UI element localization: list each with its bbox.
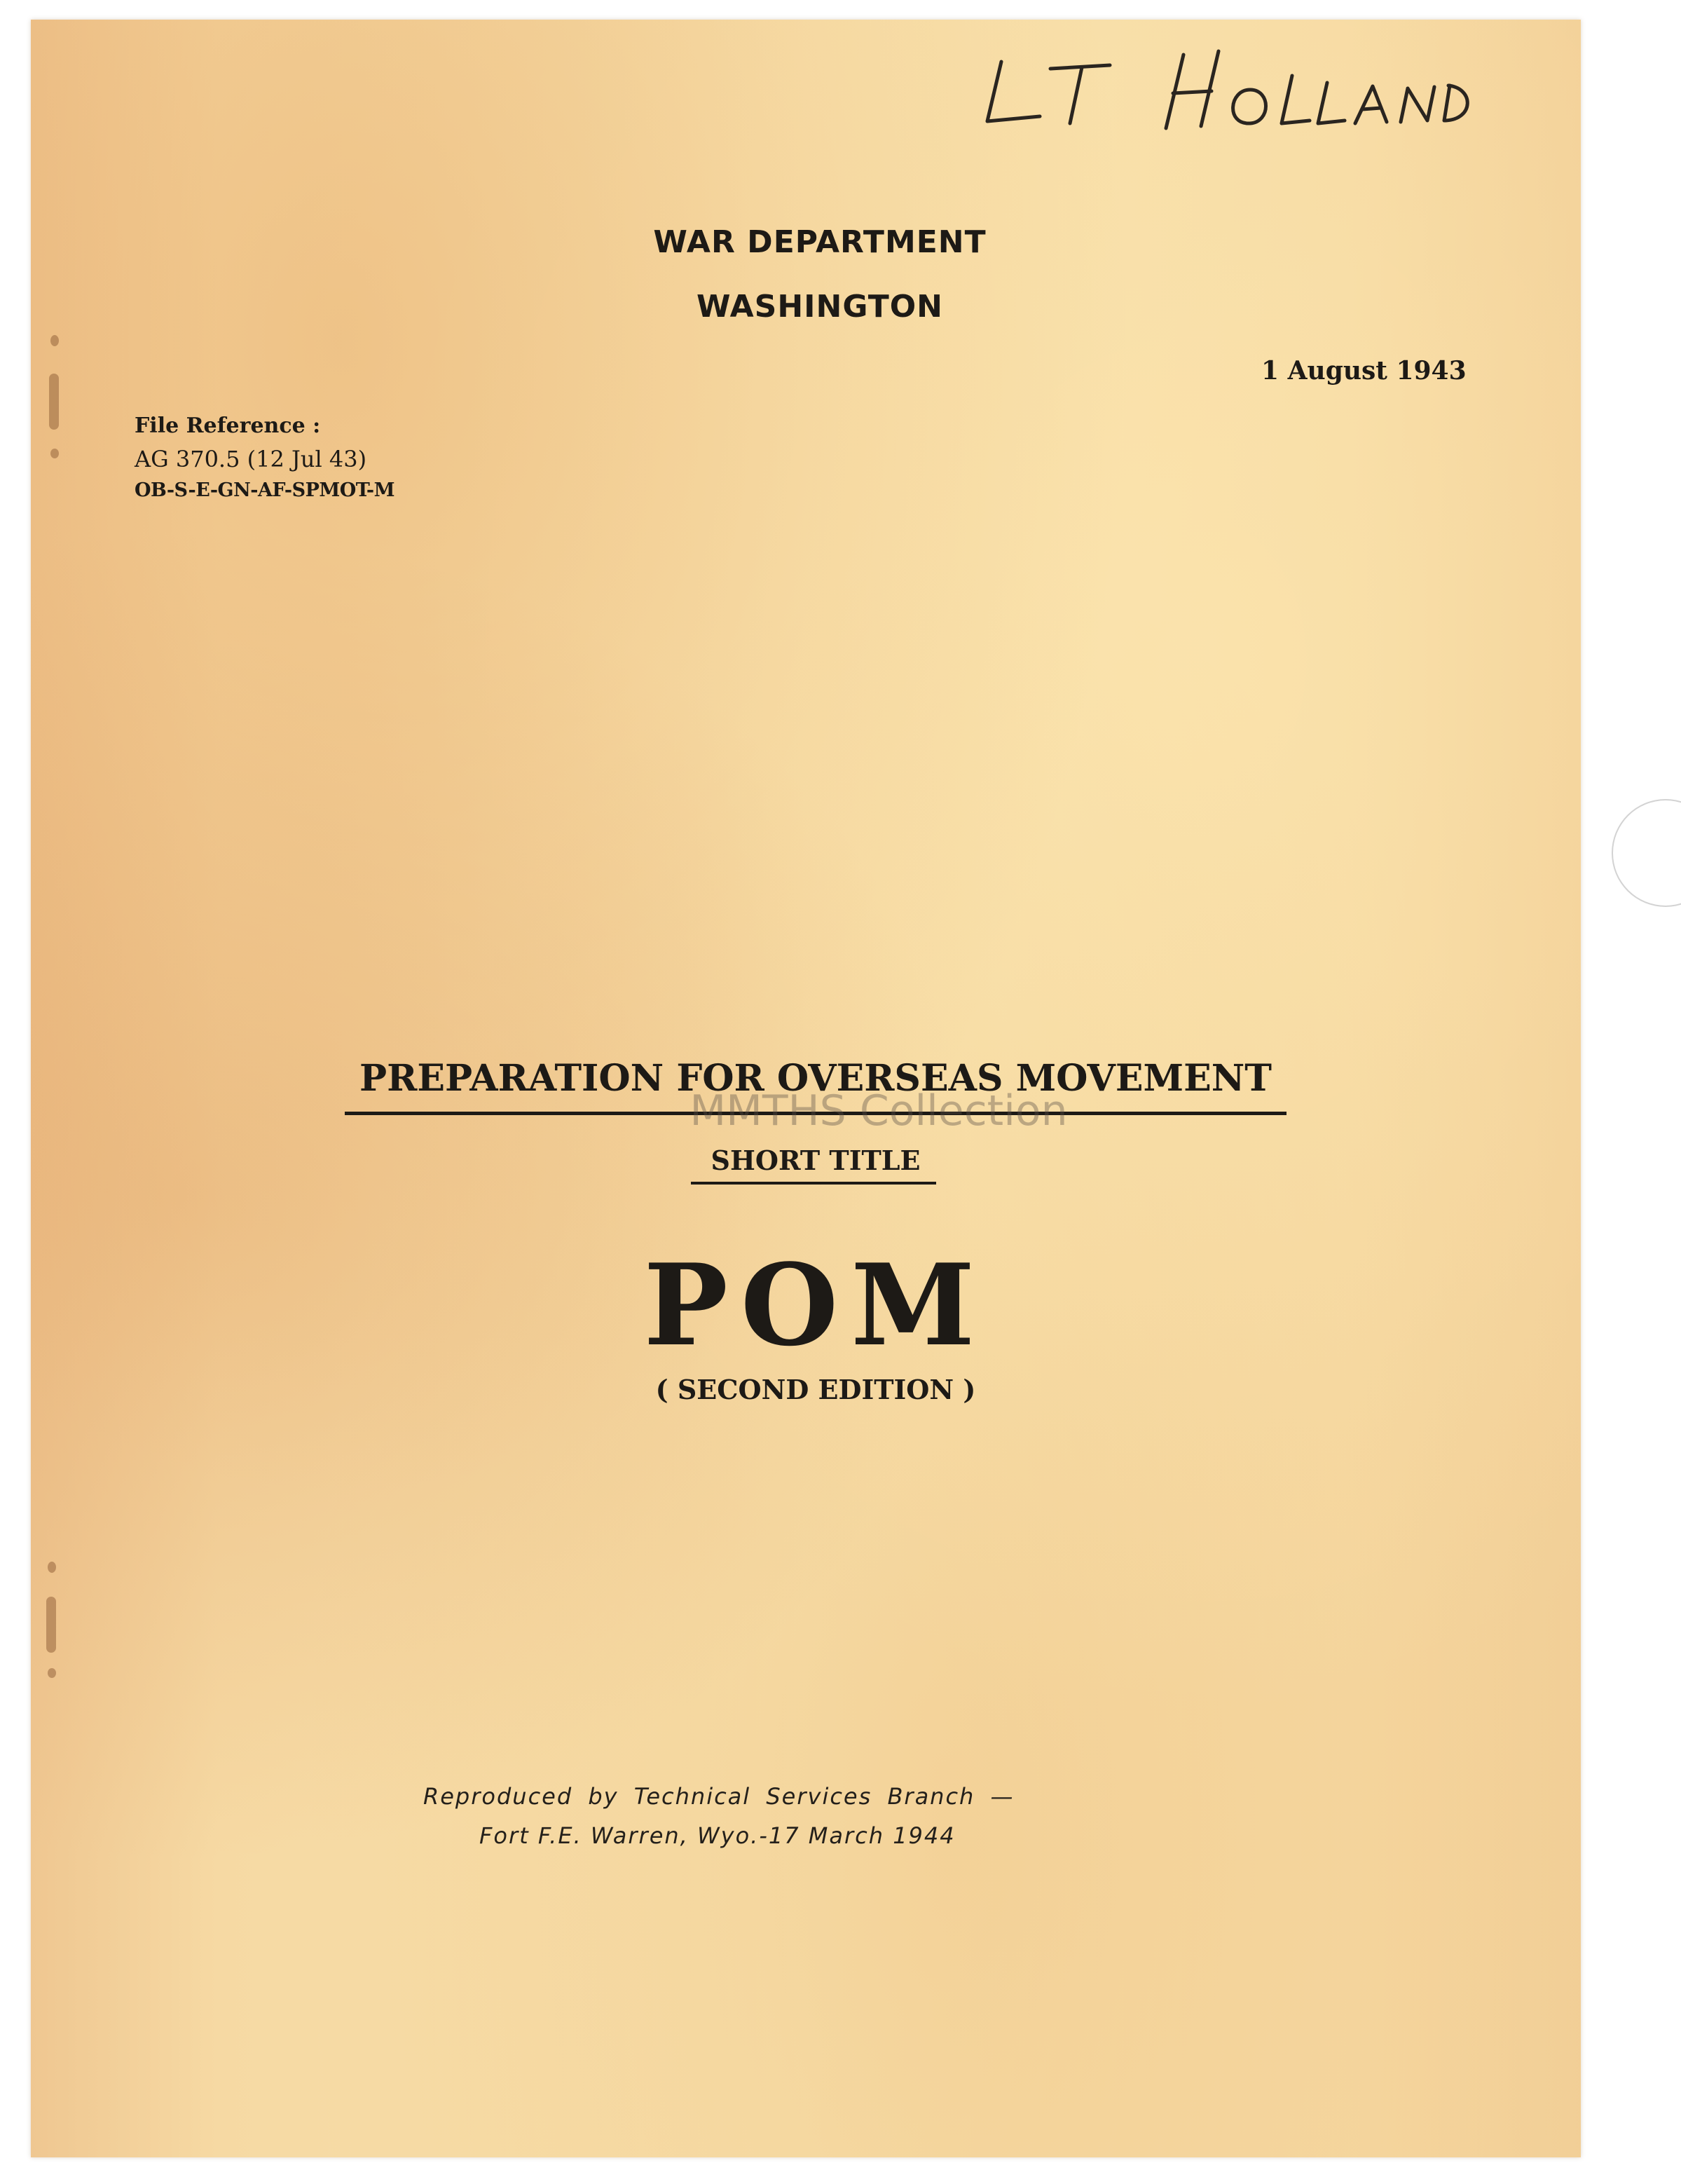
department-heading: WAR DEPARTMENT [653, 224, 987, 260]
binder-hole-mark [48, 1668, 56, 1678]
binder-hole-mark [50, 335, 59, 346]
short-title-pom: POM [643, 1239, 988, 1371]
edition-label: ( SECOND EDITION ) [655, 1374, 976, 1405]
short-title-label: SHORT TITLE [711, 1145, 921, 1176]
binder-hole-mark [46, 1597, 56, 1653]
reproduction-note-line1: Reproduced by Technical Services Branch — [423, 1783, 1015, 1810]
title-underline [345, 1112, 1287, 1115]
document-date: 1 August 1943 [1261, 356, 1467, 385]
file-reference-label: File Reference : [135, 414, 321, 438]
binder-hole-mark [49, 374, 59, 430]
punch-hole [1612, 799, 1681, 907]
file-reference-code: OB-S-E-GN-AF-SPMOT-M [135, 479, 395, 501]
watermark-text: MMTHS Collection [689, 1086, 1068, 1135]
city-heading: WASHINGTON [697, 289, 943, 325]
handwritten-note-signature [980, 34, 1471, 132]
document-page [31, 20, 1581, 2157]
reproduction-note-line2: Fort F.E. Warren, Wyo.-17 March 1944 [479, 1822, 956, 1849]
binder-hole-mark [48, 1562, 56, 1573]
file-reference-ag: AG 370.5 (12 Jul 43) [135, 446, 367, 472]
document-title: PREPARATION FOR OVERSEAS MOVEMENT [359, 1057, 1272, 1100]
short-title-underline [691, 1182, 936, 1185]
binder-hole-mark [50, 449, 59, 458]
